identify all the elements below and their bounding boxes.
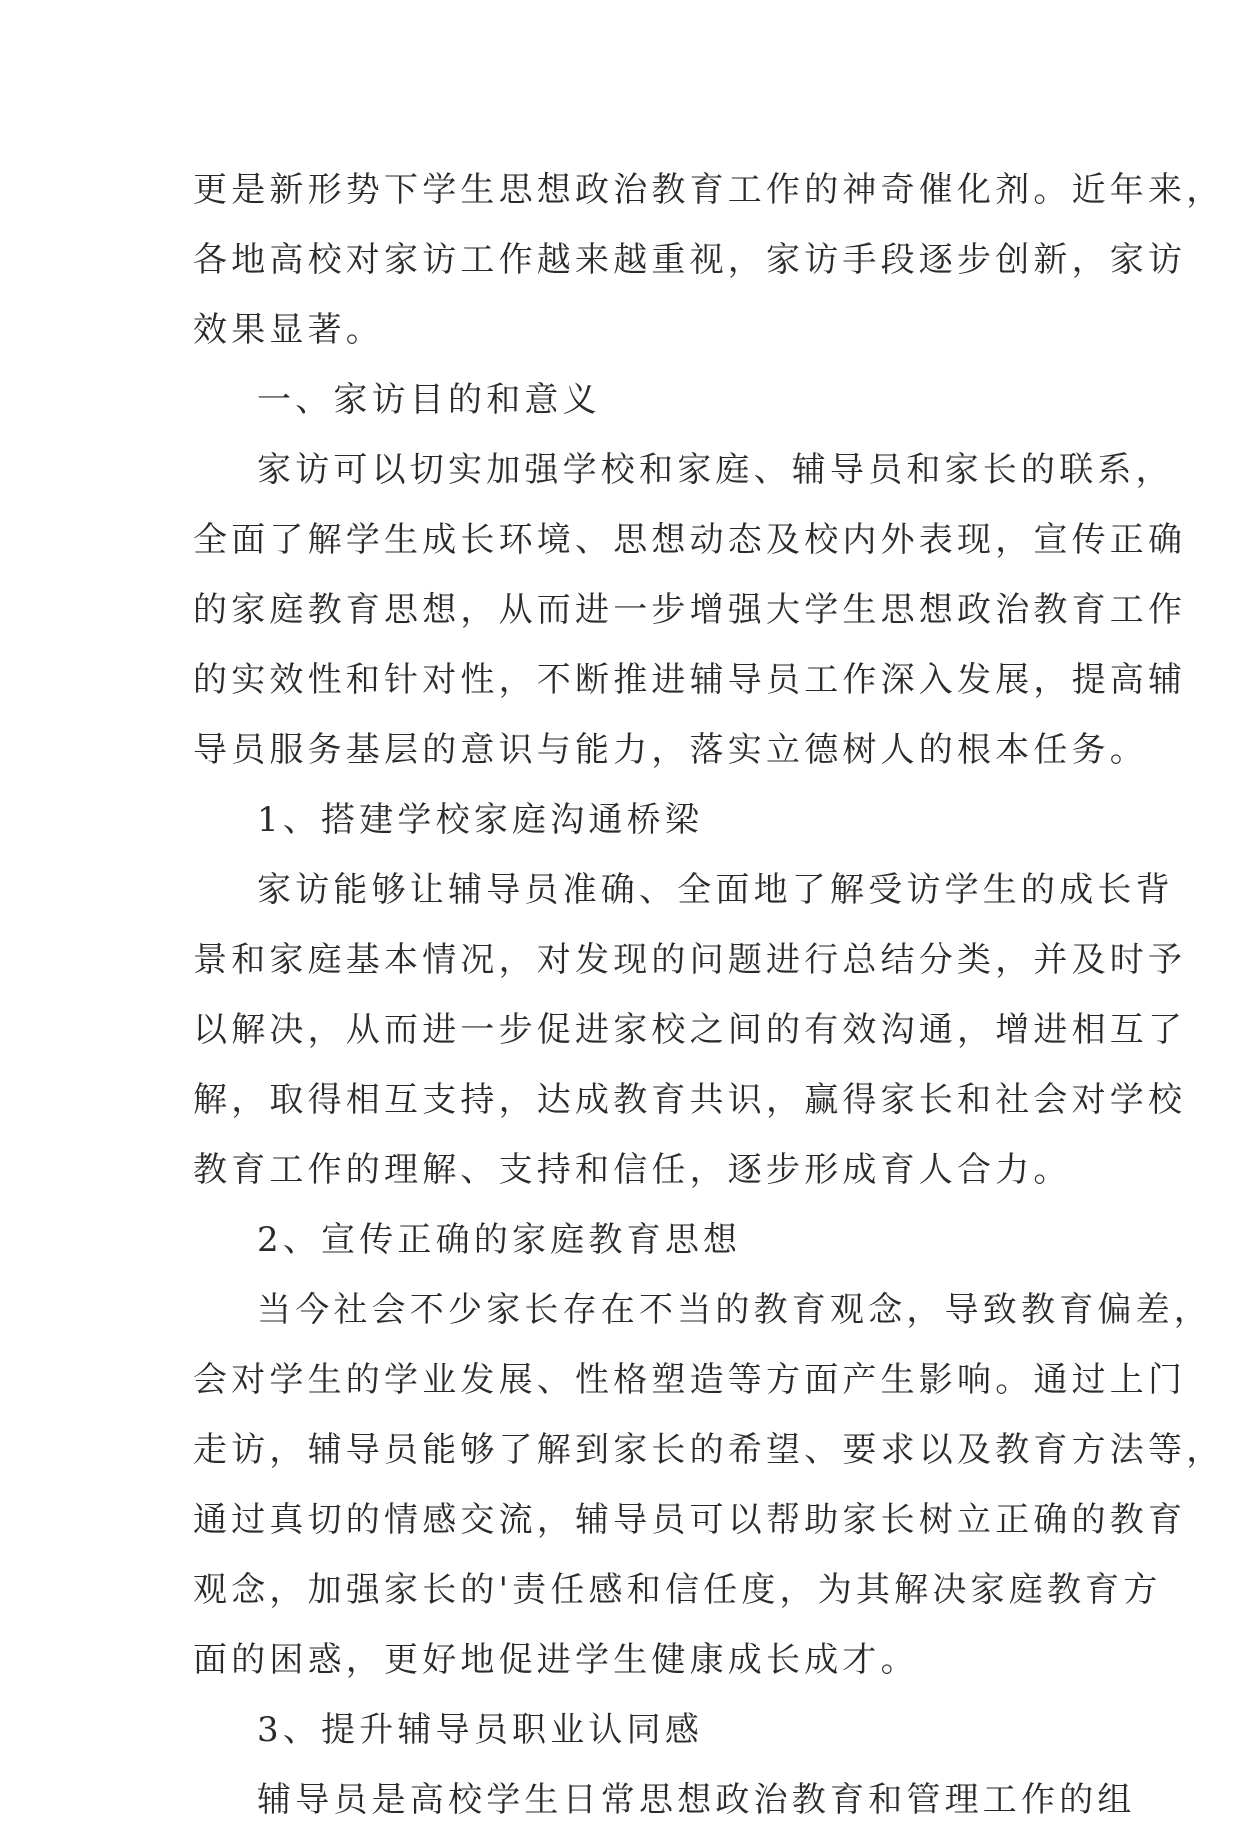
- text-line: 全面了解学生成长环境、思想动态及校内外表现，宣传正确: [193, 520, 1187, 560]
- paragraph-start: 家访可以切实加强学校和家庭、辅导员和家长的联系，: [257, 450, 1174, 490]
- text-line: 通过真切的情感交流，辅导员可以帮助家长树立正确的教育: [193, 1500, 1187, 1540]
- text-line: 效果显著。: [193, 310, 384, 350]
- text-line: 更是新形势下学生思想政治教育工作的神奇催化剂。近年来，: [193, 170, 1225, 210]
- text-line: 的实效性和针对性，不断推进辅导员工作深入发展，提高辅: [193, 660, 1187, 700]
- text-line: 走访，辅导员能够了解到家长的希望、要求以及教育方法等，: [193, 1430, 1225, 1470]
- section-heading: 一、家访目的和意义: [257, 380, 601, 420]
- paragraph-start: 当今社会不少家长存在不当的教育观念，导致教育偏差，: [257, 1290, 1212, 1330]
- text-line: 面的困惑，更好地促进学生健康成长成才。: [193, 1640, 919, 1680]
- text-line: 景和家庭基本情况，对发现的问题进行总结分类，并及时予: [193, 940, 1187, 980]
- text-line: 解，取得相互支持，达成教育共识，赢得家长和社会对学校: [193, 1080, 1187, 1120]
- text-line: 的家庭教育思想，从而进一步增强大学生思想政治教育工作: [193, 590, 1187, 630]
- text-line: 以解决，从而进一步促进家校之间的有效沟通，增进相互了: [193, 1010, 1187, 1050]
- subsection-heading: 1、搭建学校家庭沟通桥梁: [257, 800, 704, 840]
- text-line: 教育工作的理解、支持和信任，逐步形成育人合力。: [193, 1150, 1072, 1190]
- text-line: 各地高校对家访工作越来越重视，家访手段逐步创新，家访: [193, 240, 1187, 280]
- text-line: 导员服务基层的意识与能力，落实立德树人的根本任务。: [193, 730, 1148, 770]
- paragraph-start: 辅导员是高校学生日常思想政治教育和管理工作的组: [257, 1780, 1136, 1820]
- subsection-heading: 2、宣传正确的家庭教育思想: [257, 1220, 742, 1260]
- body-text: [193, 155, 1225, 1835]
- text-line: 观念，加强家长的'责任感和信任度，为其解决家庭教育方: [193, 1570, 1162, 1610]
- text-line: 会对学生的学业发展、性格塑造等方面产生影响。通过上门: [193, 1360, 1187, 1400]
- paragraph-start: 家访能够让辅导员准确、全面地了解受访学生的成长背: [257, 870, 1174, 910]
- subsection-heading: 3、提升辅导员职业认同感: [257, 1710, 704, 1750]
